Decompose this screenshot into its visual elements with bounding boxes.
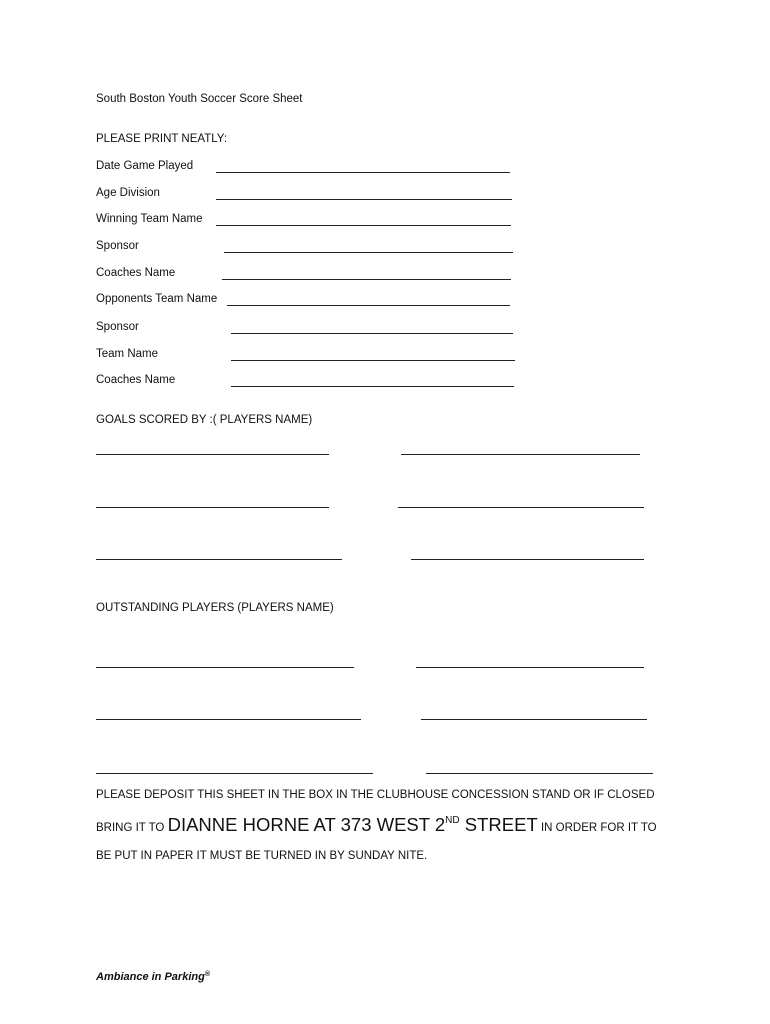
delivery-instruction <box>96 814 657 836</box>
outstanding-player-line[interactable] <box>96 773 373 774</box>
date-played-field[interactable] <box>216 172 510 173</box>
opponents-team-field[interactable] <box>227 305 510 306</box>
outstanding-player-line[interactable] <box>426 773 653 774</box>
sponsor-field[interactable] <box>224 252 513 253</box>
winning-team-label: Winning Team Name <box>96 213 203 225</box>
goal-scorer-line[interactable] <box>398 507 644 508</box>
ordinal-suffix: ND <box>445 815 460 826</box>
date-played-label: Date Game Played <box>96 160 194 172</box>
goal-scorer-line[interactable] <box>411 559 644 560</box>
outstanding-player-line[interactable] <box>416 667 644 668</box>
age-division-field[interactable] <box>216 199 512 200</box>
print-instruction: PLEASE PRINT NEATLY: <box>96 133 228 145</box>
contact-name: DIANNE HORNE AT 373 WEST 2 <box>167 814 446 835</box>
bring-suffix: IN ORDER FOR IT TO <box>537 822 657 834</box>
coaches-name-label: Coaches Name <box>96 267 176 279</box>
opponent-team-name-label: Team Name <box>96 348 158 360</box>
deadline-instruction: BE PUT IN PAPER IT MUST BE TURNED IN BY SUNDAY NITE. <box>96 850 428 862</box>
outstanding-player-line[interactable] <box>96 719 361 720</box>
brand-text: Ambiance in Parking <box>96 971 205 983</box>
goal-scorer-line[interactable] <box>96 454 329 455</box>
goal-scorer-line[interactable] <box>96 507 329 508</box>
bring-prefix: BRING IT TO <box>96 822 168 834</box>
brand-footer <box>96 971 210 983</box>
age-division-label: Age Division <box>96 187 160 199</box>
outstanding-player-line[interactable] <box>421 719 647 720</box>
street-name: STREET <box>459 814 538 835</box>
sponsor-label: Sponsor <box>96 240 139 252</box>
opponent-coaches-label: Coaches Name <box>96 374 176 386</box>
registered-mark: ® <box>204 971 210 978</box>
outstanding-player-line[interactable] <box>96 667 354 668</box>
opponent-sponsor-field[interactable] <box>231 333 513 334</box>
deposit-instruction: PLEASE DEPOSIT THIS SHEET IN THE BOX IN THE CLUBHOUSE CONCESSION STAND OR IF CLOSED <box>96 789 655 801</box>
goal-scorer-line[interactable] <box>401 454 640 455</box>
goal-scorer-line[interactable] <box>96 559 342 560</box>
opponent-coaches-field[interactable] <box>231 386 514 387</box>
coaches-name-field[interactable] <box>222 279 511 280</box>
goals-heading: GOALS SCORED BY :( PLAYERS NAME) <box>96 414 313 426</box>
outstanding-heading: OUTSTANDING PLAYERS (PLAYERS NAME) <box>96 602 334 614</box>
opponent-sponsor-label: Sponsor <box>96 321 139 333</box>
page-title: South Boston Youth Soccer Score Sheet <box>96 93 303 105</box>
opponents-team-label: Opponents Team Name <box>96 293 218 305</box>
opponent-team-name-field[interactable] <box>231 360 515 361</box>
winning-team-field[interactable] <box>216 225 511 226</box>
